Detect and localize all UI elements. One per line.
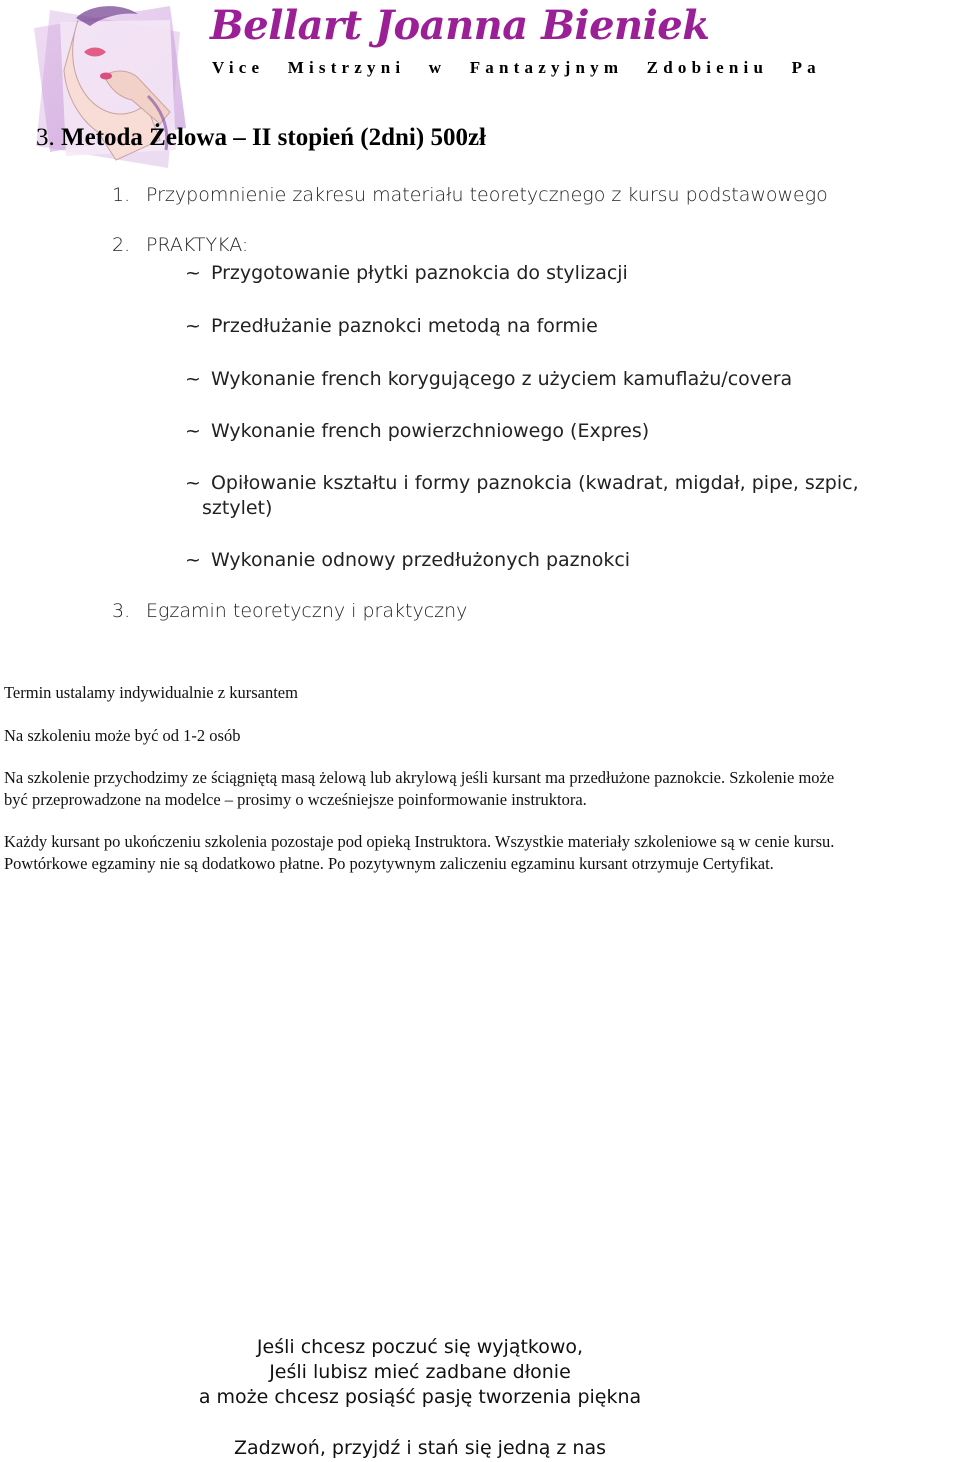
note-schedule: Termin ustalamy indywidualnie z kursantem [4,683,298,702]
closing-call-to-action: Zadzwoń, przyjdź i stań się jedną z nas [233,1437,607,1459]
brand-logo-illustration [20,0,195,180]
tilde-bullet: ~ [185,262,201,284]
list-item: 3. Egzamin teoretyczny i praktyczny [112,600,468,622]
practice-item: ~ Wykonanie french korygującego z użyciem kamuflażu/covera [185,368,793,390]
practice-item: ~ Wykonanie french powierzchniowego (Expres) [185,420,650,442]
course-title [36,124,486,152]
tilde-bullet: ~ [185,368,201,390]
closing-line: Jeśli chcesz poczuć się wyjątkowo, [256,1336,584,1358]
practice-item: ~ Wykonanie odnowy przedłużonych paznokci [185,549,631,571]
practice-item: ~ Przygotowanie płytki paznokcia do stylizacji [185,262,628,284]
course-title-text: Metoda Żelowa – II stopień (2dni) 500zł [61,124,486,151]
closing-line: a może chcesz posiąść pasję tworzenia piękna [198,1386,642,1408]
practice-item: ~ Przedłużanie paznokci metodą na formie [185,315,598,337]
brand-subtitle: Vice Mistrzyni w Fantazyjnym Zdobieniu Pa [212,58,821,77]
practice-item: ~ Opiłowanie kształtu i formy paznokcia (kwadrat, migdał, pipe, szpic, [185,472,859,494]
tilde-bullet: ~ [185,549,201,571]
tilde-bullet: ~ [185,315,201,337]
list-item: 2. PRAKTYKA: [112,234,249,256]
note-certificate: Każdy kursant po ukończeniu szkolenia pozostaje pod opieką Instruktora. Wszystkie materiały szkoleniowe są w cenie kursu. Powtórkowe egzaminy nie są dodatkowo płatne. Po pozytywnym zaliczeniu egzaminu kursant otrzymuje Certyfikat. [4,832,835,873]
closing-line: Jeśli lubisz mieć zadbane dłonie [269,1361,571,1383]
brand-name: Bellart Joanna Bieniek [210,2,710,49]
course-number: 3. [36,124,55,151]
list-item: 1. Przypomnienie zakresu materiału teoretycznego z kursu podstawowego [112,184,828,206]
note-preparation: Na szkolenie przychodzimy ze ściągniętą masą żelową lub akrylową jeśli kursant ma przedłużone paznokcie. Szkolenie może być przeprowadzone na modelce – prosimy o wcześniejsze poinformowanie instruktora. [4,768,835,809]
tilde-bullet: ~ [185,472,201,494]
note-group-size: Na szkoleniu może być od 1-2 osób [4,726,241,745]
tilde-bullet: ~ [185,420,201,442]
practice-item-continued: sztylet) [202,497,273,519]
